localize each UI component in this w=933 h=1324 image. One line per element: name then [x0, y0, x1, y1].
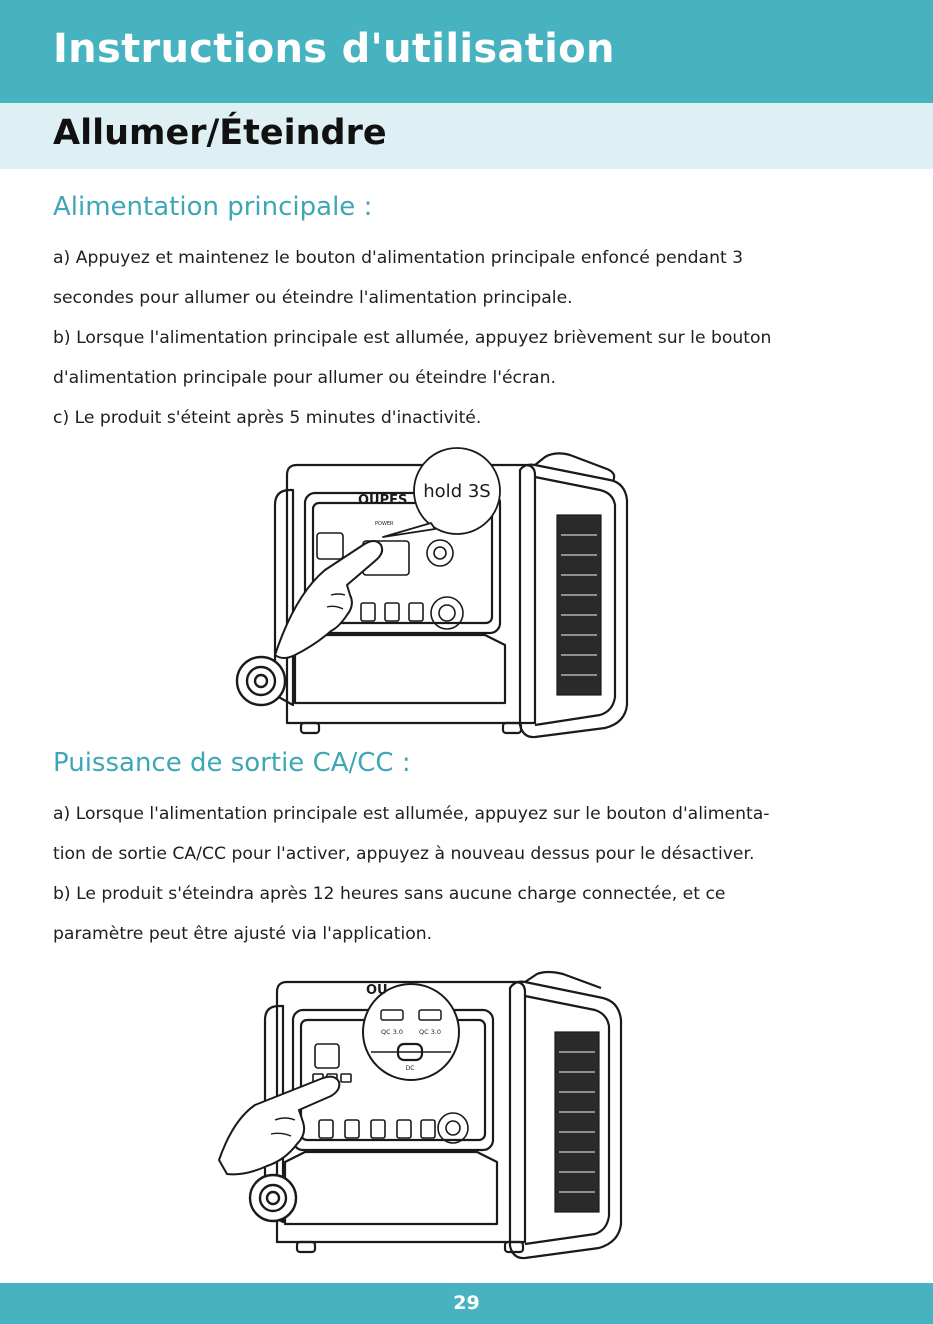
page-title: Instructions d'utilisation [53, 26, 615, 72]
port-label-qc-2: QC 3.0 [418, 1028, 442, 1036]
callout-hold-label: hold 3S [423, 481, 491, 502]
paragraph-line: paramètre peut être ajusté via l'application. [53, 924, 433, 944]
power-label: POWER [375, 521, 394, 527]
paragraph-line: b) Lorsque l'alimentation principale est allumée, appuyez brièvement sur le bouton [53, 328, 772, 348]
brand-logo: OUPES [358, 493, 408, 508]
paragraph-line: secondes pour allumer ou éteindre l'alimentation principale. [53, 288, 573, 308]
dc-label: DC [405, 1065, 415, 1072]
section-heading: Allumer/Éteindre [53, 113, 387, 153]
paragraph-line: a) Lorsque l'alimentation principale est allumée, appuyez sur le bouton d'alimenta- [53, 804, 770, 824]
brand-logo: OU [366, 983, 388, 998]
paragraph-line: tion de sortie CA/CC pour l'activer, appuyez à nouveau dessus pour le désactiver. [53, 844, 755, 864]
subsection-title-main-power: Alimentation principale : [53, 192, 373, 222]
power-station-illustration-2 [215, 970, 635, 1260]
paragraph-line: c) Le produit s'éteint après 5 minutes d'inactivité. [53, 408, 482, 428]
subsection-title-ac-dc-output: Puissance de sortie CA/CC : [53, 748, 411, 778]
paragraph-line: d'alimentation principale pour allumer ou éteindre l'écran. [53, 368, 556, 388]
page-number: 29 [453, 1292, 480, 1314]
power-station-illustration-1 [235, 445, 635, 740]
paragraph-line: b) Le produit s'éteindra après 12 heures sans aucune charge connectée, et ce [53, 884, 726, 904]
port-label-qc-1: QC 3.0 [380, 1028, 404, 1036]
paragraph-line: a) Appuyez et maintenez le bouton d'alimentation principale enfoncé pendant 3 [53, 248, 744, 268]
